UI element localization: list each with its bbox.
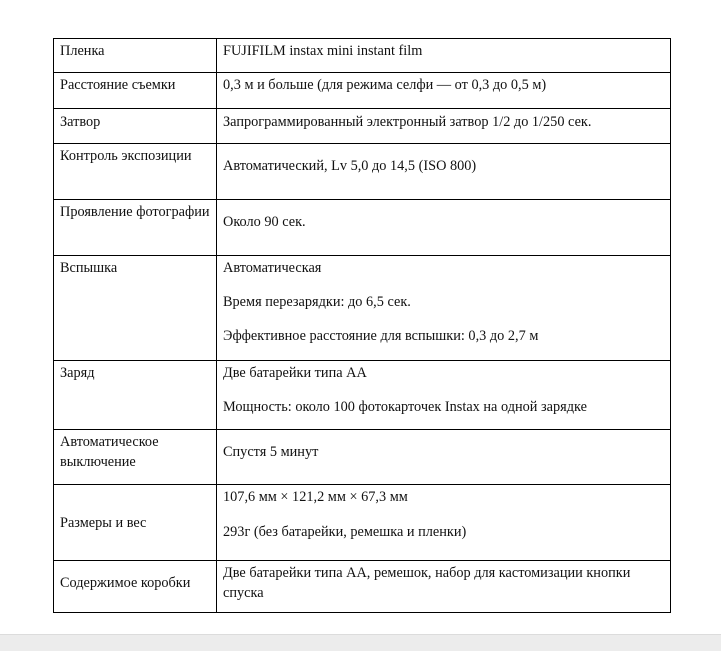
table-row [54,361,671,430]
table-row [54,144,671,200]
size-weight-text: 293г (без батарейки, ремешка и пленки) [223,524,467,540]
row-label-box: Содержимое коробки [54,561,217,613]
row-label-exposure: Контроль экспозиции [54,144,217,200]
power-battery-text: Две батарейки типа АА [223,365,367,381]
table-row [54,109,671,144]
row-label-power: Заряд [54,361,217,430]
power-capacity-text: Мощность: около 100 фотокарточек Instax на одной зарядке [223,399,587,415]
row-value-power [217,361,671,430]
flash-recharge-text: Время перезарядки: до 6,5 сек. [223,294,411,310]
row-value-film: FUJIFILM instax mini instant film [217,39,671,73]
table-row [54,430,671,485]
row-value-shutter: Запрограммированный электронный затвор 1/2 до 1/250 сек. [217,109,671,144]
table-row [54,39,671,73]
bottom-scroll-area [0,634,721,651]
table-row [54,73,671,109]
flash-range-text: Эффективное расстояние для вспышки: 0,3 до 2,7 м [223,328,539,344]
row-label-size: Размеры и вес [54,485,217,561]
row-value-develop: Около 90 сек. [217,200,671,256]
row-value-box: Две батарейки типа АА, ремешок, набор для кастомизации кнопки спуска [217,561,671,613]
row-label-film: Пленка [54,39,217,73]
row-value-distance: 0,3 м и больше (для режима селфи — от 0,3 до 0,5 м) [217,73,671,109]
table-row [54,256,671,361]
spec-table [53,38,671,613]
row-label-develop: Проявление фотографии [54,200,217,256]
table-row [54,200,671,256]
row-value-flash [217,256,671,361]
row-value-autooff: Спустя 5 минут [217,430,671,485]
flash-mode-text: Автоматическая [223,260,322,276]
row-label-autooff: Автоматическое выключение [54,430,217,485]
table-row [54,561,671,613]
row-value-exposure: Автоматический, Lv 5,0 до 14,5 (ISO 800) [217,144,671,200]
size-dimensions-text: 107,6 мм × 121,2 мм × 67,3 мм [223,489,408,505]
row-label-flash: Вспышка [54,256,217,361]
table-row [54,485,671,561]
row-label-shutter: Затвор [54,109,217,144]
row-label-distance: Расстояние съемки [54,73,217,109]
row-value-size [217,485,671,561]
